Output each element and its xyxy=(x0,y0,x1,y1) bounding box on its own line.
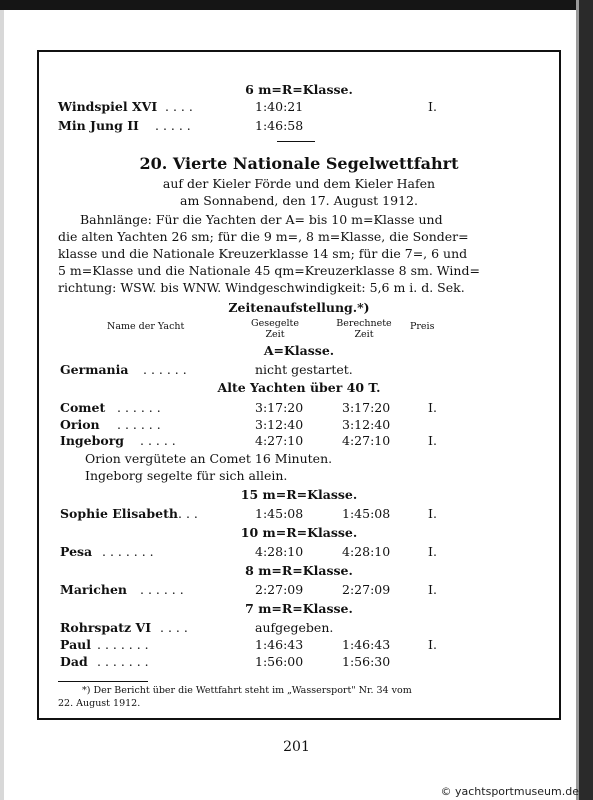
class-heading: A=Klasse. xyxy=(263,343,335,358)
column-header-sailed-line2: Zeit xyxy=(265,329,285,340)
prize-value: I. xyxy=(428,544,437,559)
class-heading: Alte Yachten über 40 T. xyxy=(217,380,381,395)
leader-dots: . . . . . . xyxy=(117,417,161,432)
column-header-name: Name der Yacht xyxy=(107,321,185,332)
scan-edge-right xyxy=(579,0,593,800)
column-header-sailed xyxy=(245,318,305,340)
race-description-line: richtung: WSW. bis WNW. Windgeschwindigkeit: 5,6 m i. d. Sek. xyxy=(58,280,465,295)
watermark: © yachtsportmuseum.de xyxy=(440,785,579,798)
prize-value: I. xyxy=(428,637,437,652)
footnote-line: *) Der Bericht über die Wettfahrt steht im „Wassersport" Nr. 34 vom xyxy=(82,685,412,696)
yacht-name: Dad xyxy=(60,654,88,669)
leader-dots: . . . . . . . xyxy=(102,544,154,559)
sailed-time: 1:56:00 xyxy=(255,654,304,669)
race-note: Ingeborg segelte für sich allein. xyxy=(85,468,288,483)
column-header-computed-line1: Berechnete xyxy=(336,318,392,329)
class-heading: 7 m=R=Klasse. xyxy=(245,601,353,616)
status-text: aufgegeben. xyxy=(255,620,334,635)
race-title: 20. Vierte Nationale Segelwettfahrt xyxy=(139,154,459,173)
prize-value: I. xyxy=(428,99,437,114)
race-location: auf der Kieler Förde und dem Kieler Hafen xyxy=(162,176,436,191)
class-heading: 15 m=R=Klasse. xyxy=(240,487,358,502)
yacht-name: Ingeborg xyxy=(60,433,125,448)
leader-dots: . . . xyxy=(178,506,198,521)
yacht-name: Comet xyxy=(60,400,106,415)
sailed-time: 4:27:10 xyxy=(255,433,304,448)
column-header-computed xyxy=(332,318,396,340)
sailed-time: 3:17:20 xyxy=(255,400,304,415)
yacht-name: Orion xyxy=(60,417,100,432)
prize-value: I. xyxy=(428,582,437,597)
column-header-computed-line2: Zeit xyxy=(354,329,374,340)
prize-value: I. xyxy=(428,400,437,415)
computed-time: 4:27:10 xyxy=(342,433,391,448)
footnote-rule xyxy=(58,681,148,682)
yacht-name: Paul xyxy=(60,637,91,652)
footnote-line: 22. August 1912. xyxy=(58,698,141,709)
race-description-line: 5 m=Klasse und die Nationale 45 qm=Kreuzerklasse 8 sm. Wind= xyxy=(58,263,480,278)
computed-time: 1:46:43 xyxy=(342,637,391,652)
column-header-sailed-line1: Gesegelte xyxy=(251,318,299,329)
class-heading: 8 m=R=Klasse. xyxy=(245,563,353,578)
scan-edge-left xyxy=(0,10,4,800)
computed-time: 2:27:09 xyxy=(342,582,391,597)
prize-value: I. xyxy=(428,433,437,448)
class-heading: 10 m=R=Klasse. xyxy=(240,525,358,540)
race-description-line: klasse und die Nationale Kreuzerklasse 14 sm; für die 7=, 6 und xyxy=(58,246,468,261)
yacht-name: Pesa xyxy=(60,544,93,559)
times-heading: Zeitenaufstellung.*) xyxy=(228,300,370,315)
race-date: am Sonnabend, den 17. August 1912. xyxy=(180,193,418,208)
leader-dots: . . . . . . . xyxy=(97,654,149,669)
time-value: 1:40:21 xyxy=(255,99,304,114)
sailed-time: 3:12:40 xyxy=(255,417,304,432)
time-value: 1:46:58 xyxy=(255,118,304,133)
page-number: 201 xyxy=(283,739,310,755)
sailed-time: 1:46:43 xyxy=(255,637,304,652)
race-description-line: Bahnlänge: Für die Yachten der A= bis 10 m=Klasse und xyxy=(80,212,443,227)
yacht-name: Sophie Elisabeth xyxy=(60,506,178,521)
sailed-time: 2:27:09 xyxy=(255,582,304,597)
computed-time: 1:45:08 xyxy=(342,506,391,521)
computed-time: 1:56:30 xyxy=(342,654,391,669)
computed-time: 3:17:20 xyxy=(342,400,391,415)
leader-dots: . . . . xyxy=(165,99,193,114)
yacht-name: Windspiel XVI xyxy=(58,99,158,114)
yacht-name: Min Jung II xyxy=(58,118,139,133)
leader-dots: . . . . . . . xyxy=(97,637,149,652)
computed-time: 3:12:40 xyxy=(342,417,391,432)
status-text: nicht gestartet. xyxy=(255,362,353,377)
leader-dots: . . . . xyxy=(160,620,188,635)
yacht-name: Rohrspatz VI xyxy=(60,620,152,635)
race-description-line: die alten Yachten 26 sm; für die 9 m=, 8 m=Klasse, die Sonder= xyxy=(58,229,469,244)
prize-value: I. xyxy=(428,506,437,521)
sailed-time: 4:28:10 xyxy=(255,544,304,559)
leader-dots: . . . . . . xyxy=(117,400,161,415)
yacht-name: Germania xyxy=(60,362,129,377)
computed-time: 4:28:10 xyxy=(342,544,391,559)
leader-dots: . . . . . . xyxy=(140,582,184,597)
race-note: Orion vergütete an Comet 16 Minuten. xyxy=(85,451,333,466)
class-heading: 6 m=R=Klasse. xyxy=(245,82,353,97)
sailed-time: 1:45:08 xyxy=(255,506,304,521)
leader-dots: . . . . . xyxy=(140,433,176,448)
yacht-name: Marichen xyxy=(60,582,128,597)
scan-edge-top xyxy=(0,0,593,10)
leader-dots: . . . . . xyxy=(155,118,191,133)
section-divider xyxy=(277,141,315,142)
column-header-prize: Preis xyxy=(410,321,435,332)
leader-dots: . . . . . . xyxy=(143,362,187,377)
